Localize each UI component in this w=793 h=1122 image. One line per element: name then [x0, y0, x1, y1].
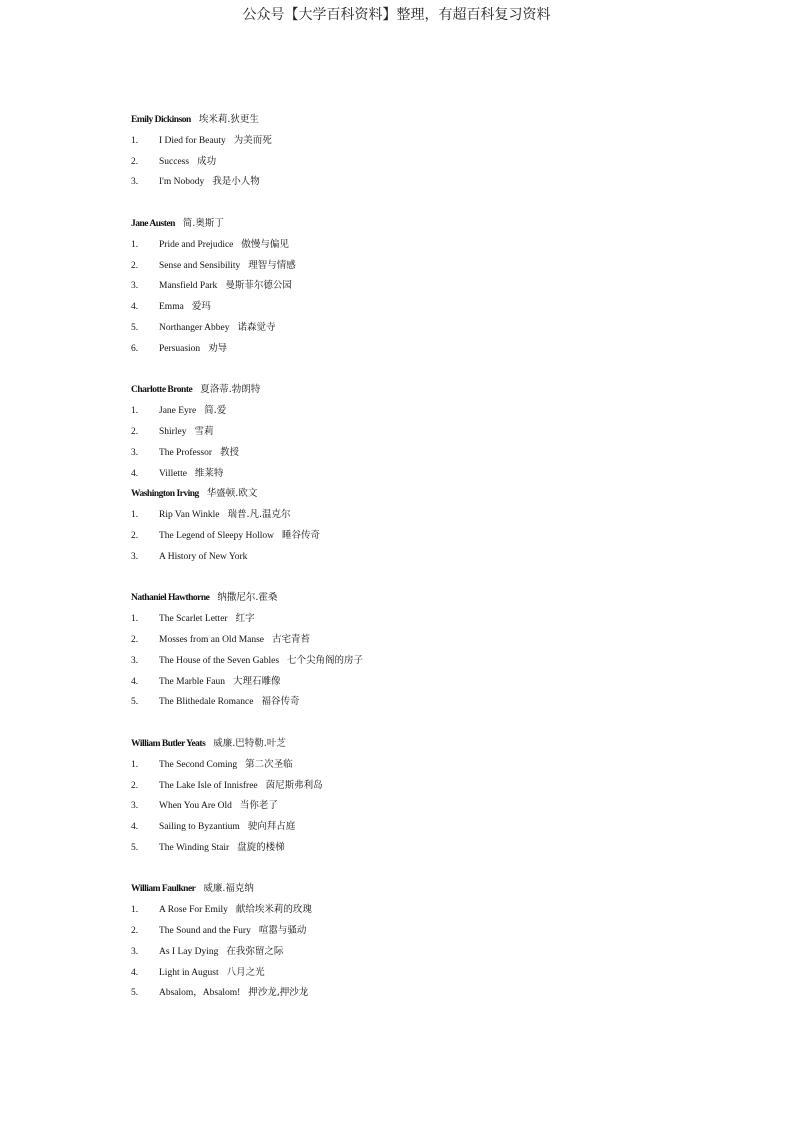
author-name-english: Washington Irving — [131, 489, 199, 500]
work-title-chinese: 古宅青苔 — [272, 633, 311, 645]
work-title-chinese: 劝导 — [208, 342, 228, 354]
work-title-chinese: 茵尼斯弗利岛 — [265, 779, 323, 791]
work-list-item — [131, 235, 771, 256]
work-list-item — [131, 256, 771, 277]
work-list-item — [131, 276, 771, 297]
work-number: 1. — [131, 510, 139, 521]
work-number: 2. — [131, 780, 139, 791]
author-section — [131, 879, 771, 1004]
author-name-chinese: 威廉.巴特勒.叶芝 — [213, 737, 286, 749]
work-title-chinese: 爱玛 — [191, 301, 211, 313]
work-list-item — [131, 776, 771, 797]
work-number: 3. — [131, 801, 139, 812]
work-number: 3. — [131, 447, 139, 458]
work-title-english: Light in August — [159, 967, 219, 978]
work-number: 2. — [131, 260, 139, 271]
work-list-item — [131, 505, 771, 526]
work-number: 2. — [131, 530, 139, 541]
work-number: 1. — [131, 614, 139, 625]
work-title-chinese: 福谷传奇 — [261, 696, 300, 708]
author-section — [131, 214, 771, 360]
work-title-english: Northanger Abbey — [159, 322, 230, 333]
author-heading — [131, 214, 771, 235]
author-heading — [131, 588, 771, 609]
author-heading — [131, 734, 771, 755]
author-section — [131, 110, 771, 193]
work-title-chinese: 盘旋的楼梯 — [237, 841, 285, 853]
work-title-chinese: 八月之光 — [226, 966, 265, 978]
work-number: 3. — [131, 946, 139, 957]
work-title-english: The Second Coming — [159, 759, 238, 770]
document-body — [131, 110, 771, 1004]
work-number: 2. — [131, 156, 139, 167]
author-section — [131, 734, 771, 859]
work-title-english: Pride and Prejudice — [159, 239, 234, 250]
work-title-chinese: 理智与情感 — [248, 259, 296, 271]
work-number: 5. — [131, 322, 139, 333]
work-title-chinese: 瑞普.凡.温克尔 — [227, 509, 291, 521]
work-list-item — [131, 630, 771, 651]
work-title-chinese: 大理石雕像 — [232, 675, 281, 687]
work-number: 4. — [131, 967, 139, 978]
work-title-english: Shirley — [159, 426, 187, 437]
author-name-chinese: 纳撒尼尔.霍桑 — [217, 592, 278, 604]
work-number: 1. — [131, 239, 139, 250]
work-number: 4. — [131, 302, 139, 313]
author-heading — [131, 110, 771, 131]
work-number: 4. — [131, 468, 139, 479]
work-list-item — [131, 755, 771, 776]
author-heading — [131, 879, 771, 900]
work-list-item — [131, 609, 771, 630]
work-number: 2. — [131, 634, 139, 645]
work-title-english: Sense and Sensibility — [159, 260, 241, 271]
work-title-english: Sailing to Byzantium — [159, 822, 240, 833]
work-list-item — [131, 547, 771, 568]
work-list-item — [131, 131, 771, 152]
author-section — [131, 588, 771, 713]
work-list-item — [131, 942, 771, 963]
work-list-item — [131, 817, 771, 838]
work-title-chinese: 成功 — [197, 155, 217, 167]
work-title-chinese: 献给埃米莉的玫瑰 — [235, 904, 312, 916]
work-number: 3. — [131, 551, 139, 562]
work-title-chinese: 喧嚣与骚动 — [258, 925, 307, 937]
work-title-chinese: 教授 — [220, 446, 240, 458]
work-title-english: Mansfield Park — [159, 281, 218, 292]
work-title-english: The Blithedale Romance — [159, 697, 254, 708]
author-name-english: Charlotte Bronte — [131, 385, 193, 396]
author-heading — [131, 380, 771, 401]
author-name-english: Nathaniel Hawthorne — [131, 593, 210, 604]
work-list-item — [131, 172, 771, 193]
work-title-english: The Scarlet Letter — [159, 614, 228, 625]
work-list-item — [131, 401, 771, 422]
author-name-chinese: 简.奥斯丁 — [182, 217, 224, 229]
work-title-chinese: 七个尖角阁的房子 — [287, 654, 364, 666]
work-title-english: The Winding Stair — [159, 842, 230, 853]
work-title-english: As I Lay Dying — [159, 946, 219, 957]
work-number: 3. — [131, 177, 139, 188]
work-number: 4. — [131, 822, 139, 833]
work-title-english: When You Are Old — [159, 801, 232, 812]
work-title-chinese: 傲慢与偏见 — [241, 238, 289, 250]
work-number: 2. — [131, 926, 139, 937]
work-number: 3. — [131, 655, 139, 666]
work-list-item — [131, 318, 771, 339]
work-list-item — [131, 900, 771, 921]
work-title-chinese: 维莱特 — [194, 467, 224, 479]
work-title-english: Persuasion — [159, 343, 201, 354]
work-title-english: Villette — [159, 468, 187, 479]
author-section — [131, 484, 771, 567]
work-title-chinese: 雪莉 — [194, 425, 214, 437]
work-title-english: The Legend of Sleepy Hollow — [159, 530, 275, 541]
work-number: 2. — [131, 426, 139, 437]
author-name-english: Jane Austen — [131, 218, 175, 229]
work-list-item — [131, 464, 771, 485]
work-title-english: A Rose For Emily — [159, 905, 228, 916]
work-title-english: Absalom，Absalom! — [159, 988, 241, 999]
work-title-chinese: 曼斯菲尔德公园 — [225, 280, 292, 292]
work-title-chinese: 驶向拜占庭 — [247, 821, 296, 833]
work-title-english: A History of New York — [159, 551, 248, 562]
work-list-item — [131, 692, 771, 713]
work-title-chinese: 押沙龙,押沙龙 — [248, 987, 309, 999]
work-number: 5. — [131, 988, 139, 999]
author-name-chinese: 埃米莉.狄更生 — [198, 114, 259, 125]
author-section — [131, 380, 771, 484]
work-list-item — [131, 526, 771, 547]
work-number: 5. — [131, 697, 139, 708]
work-title-chinese: 在我弥留之际 — [226, 945, 284, 957]
author-name-english: William Faulkner — [131, 884, 196, 895]
work-list-item — [131, 921, 771, 942]
work-title-chinese: 当你老了 — [239, 800, 278, 812]
work-title-english: Mosses from an Old Manse — [159, 634, 265, 645]
work-list-item — [131, 796, 771, 817]
work-number: 1. — [131, 406, 139, 417]
work-number: 3. — [131, 281, 139, 292]
work-title-chinese: 红字 — [235, 613, 255, 625]
work-number: 6. — [131, 343, 139, 354]
work-title-english: Emma — [159, 302, 184, 313]
work-title-english: Rip Van Winkle — [159, 510, 220, 521]
author-name-chinese: 威廉.福克纳 — [203, 883, 254, 895]
work-list-item — [131, 422, 771, 443]
author-heading — [131, 484, 771, 505]
work-number: 5. — [131, 842, 139, 853]
author-name-chinese: 夏洛蒂.勃朗特 — [200, 384, 261, 396]
work-title-english: Success — [159, 156, 190, 167]
work-title-english: The Marble Faun — [159, 676, 225, 687]
work-list-item — [131, 443, 771, 464]
author-name-chinese: 华盛顿.欧文 — [206, 488, 258, 500]
work-list-item — [131, 651, 771, 672]
work-title-english: I Died for Beauty — [159, 135, 226, 146]
work-title-chinese: 为美而死 — [233, 134, 272, 146]
work-title-chinese: 我是小人物 — [212, 176, 260, 188]
work-number: 1. — [131, 135, 139, 146]
work-title-english: The Sound and the Fury — [159, 926, 251, 937]
work-title-chinese: 简.爱 — [204, 405, 227, 417]
work-title-english: I'm Nobody — [159, 177, 205, 188]
work-list-item — [131, 297, 771, 318]
work-list-item — [131, 963, 771, 984]
work-list-item — [131, 339, 771, 360]
page-header: 公众号【大学百科资料】整理，有超百科复习资料 — [242, 7, 551, 23]
work-list-item — [131, 983, 771, 1004]
work-title-english: The Professor — [159, 447, 213, 458]
author-name-english: William Butler Yeats — [131, 738, 206, 749]
work-title-english: Jane Eyre — [159, 406, 197, 417]
work-title-chinese: 第二次圣临 — [245, 758, 293, 770]
author-name-english: Emily Dickinson — [131, 115, 191, 125]
work-title-english: The Lake Isle of Innisfree — [159, 780, 258, 791]
work-number: 4. — [131, 676, 139, 687]
work-title-chinese: 诺森觉寺 — [237, 321, 276, 333]
work-title-chinese: 睡谷传奇 — [282, 529, 321, 541]
work-list-item — [131, 152, 771, 173]
work-list-item — [131, 838, 771, 859]
work-title-english: The House of the Seven Gables — [159, 655, 280, 666]
work-number: 1. — [131, 905, 139, 916]
work-list-item — [131, 672, 771, 693]
work-number: 1. — [131, 759, 139, 770]
